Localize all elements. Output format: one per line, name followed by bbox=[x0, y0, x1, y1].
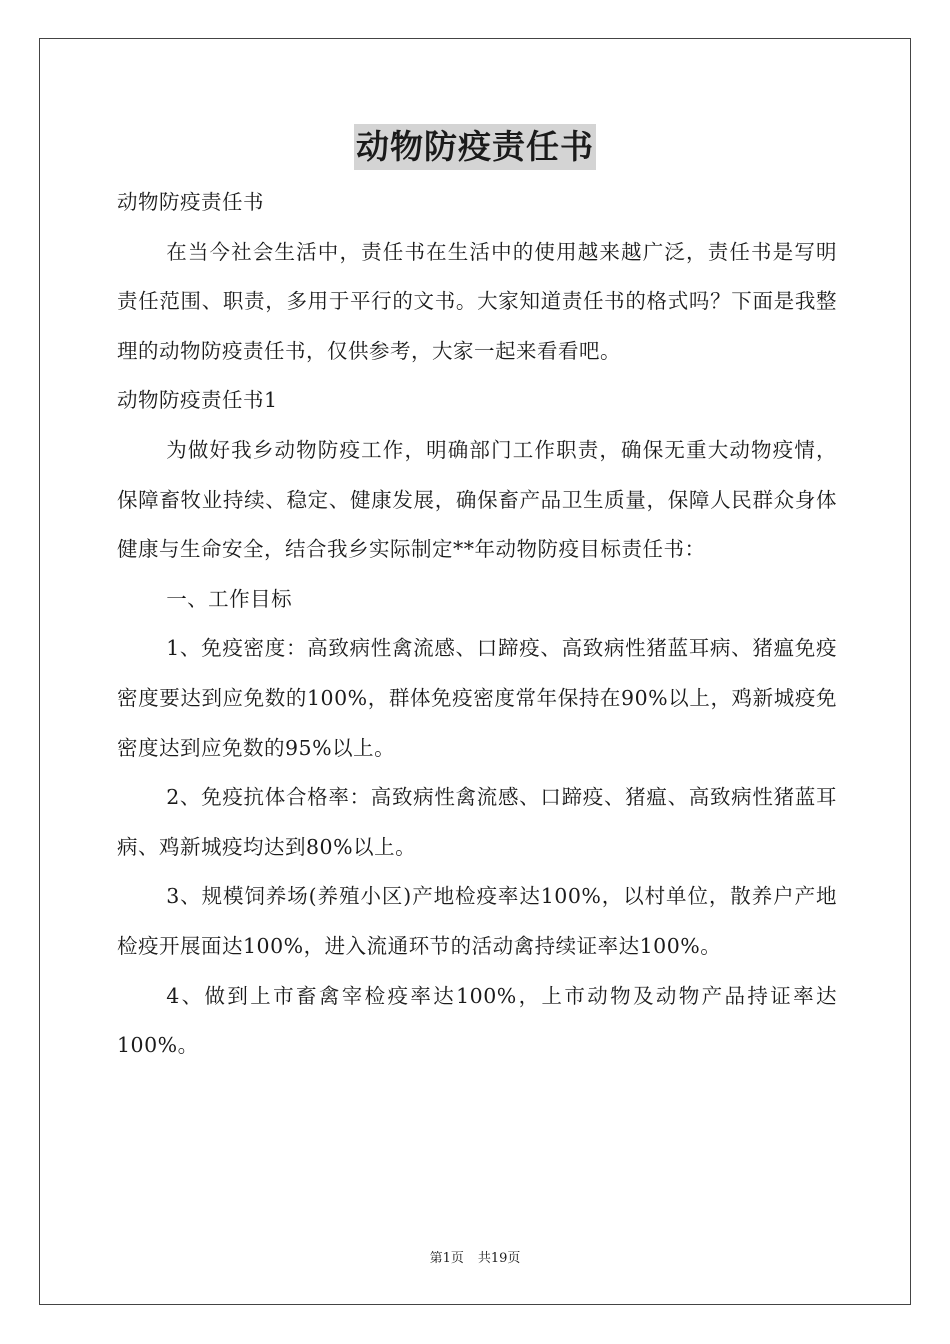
paragraph: 2、免疫抗体合格率：高致病性禽流感、口蹄疫、猪瘟、高致病性猪蓝耳病、鸡新城疫均达到80%以上。 bbox=[117, 785, 837, 859]
paragraph: 为做好我乡动物防疫工作，明确部门工作职责，确保无重大动物疫情，保障畜牧业持续、稳定、健康发展，确保畜产品卫生质量，保障人民群众身体健康与生命安全，结合我乡实际制定**年动物防疫目标责任书： bbox=[117, 437, 837, 562]
page-footer bbox=[0, 1247, 950, 1266]
document-title: 动物防疫责任书 bbox=[354, 124, 596, 170]
title-container bbox=[0, 124, 950, 170]
paragraph: 4、做到上市畜禽宰检疫率达100%，上市动物及动物产品持证率达100%。 bbox=[117, 983, 837, 1058]
paragraph: 一、工作目标 bbox=[166, 586, 293, 611]
paragraph: 1、免疫密度：高致病性禽流感、口蹄疫、高致病性猪蓝耳病、猪瘟免疫密度要达到应免数的100%，群体免疫密度常年保持在90%以上，鸡新城疫免密度达到应免数的95%以上。 bbox=[117, 636, 837, 760]
page-number: 第1页 bbox=[429, 1251, 464, 1266]
paragraph: 3、规模饲养场(养殖小区)产地检疫率达100%，以村单位，散养户产地检疫开展面达100%，进入流通环节的活动禽持续证率达100%。 bbox=[117, 884, 837, 958]
page-total: 共19页 bbox=[477, 1251, 521, 1266]
paragraph: 动物防疫责任书 bbox=[117, 190, 264, 214]
paragraph: 在当今社会生活中，责任书在生活中的使用越来越广泛，责任书是写明责任范围、职责，多用于平行的文书。大家知道责任书的格式吗？下面是我整理的动物防疫责任书，仅供参考，大家一起来看看吧。 bbox=[117, 239, 837, 363]
paragraph: 动物防疫责任书1 bbox=[117, 388, 278, 413]
document-body bbox=[117, 178, 837, 1071]
